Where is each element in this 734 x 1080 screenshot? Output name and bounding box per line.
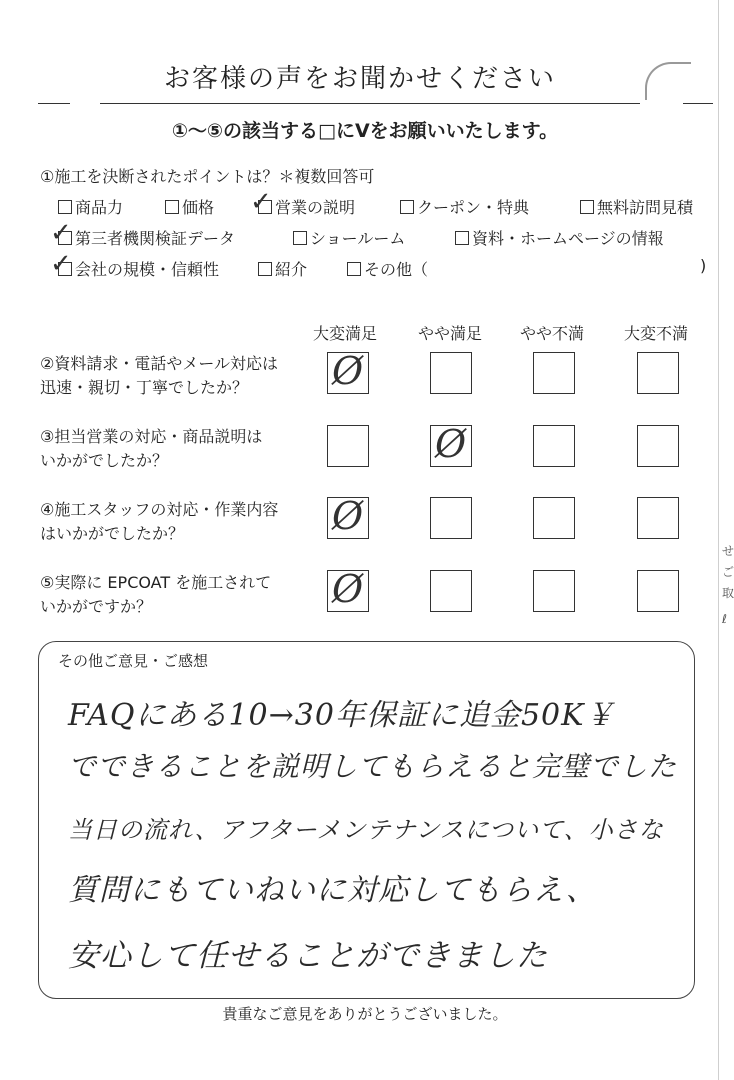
checkbox[interactable] <box>258 262 272 276</box>
check-mark-icon: ✓ <box>50 249 72 279</box>
title-underline-left <box>38 103 70 104</box>
checkbox[interactable] <box>347 262 361 276</box>
answer-mark: Ø <box>435 422 467 466</box>
thank-you-footer: 貴重なご意見をありがとうございました。 <box>222 1005 508 1023</box>
q4-very-dissatisfied-box[interactable] <box>637 497 679 539</box>
answer-mark: Ø <box>332 349 364 393</box>
checkbox[interactable] <box>580 200 594 214</box>
checkbox[interactable] <box>165 200 179 214</box>
q1-option-price[interactable]: 価格 <box>165 195 214 218</box>
answer-mark: Ø <box>332 494 364 538</box>
margin-mark: ご <box>722 565 734 579</box>
q5-somewhat-satisfied-box[interactable] <box>430 570 472 612</box>
q2-very-dissatisfied-box[interactable] <box>637 352 679 394</box>
q1-label: ①施工を決断されたポイントは？＊複数回答可 <box>40 167 375 186</box>
q4-somewhat-satisfied-box[interactable] <box>430 497 472 539</box>
page-edge <box>718 0 719 1080</box>
checkbox[interactable] <box>58 200 72 214</box>
title-underline <box>100 103 640 104</box>
comments-label: その他ご意見・ご感想 <box>58 652 209 670</box>
corner-arc-decoration <box>645 62 691 100</box>
q1-option-showroom[interactable]: ショールーム <box>293 226 405 249</box>
check-mark-icon: ✓ <box>50 218 72 248</box>
other-close-paren: ) <box>700 256 707 275</box>
q5-very-satisfied-box[interactable] <box>327 567 369 612</box>
handwritten-comment-line: 当日の流れ、アフターメンテナンスについて、小さな <box>68 816 664 844</box>
answer-mark: Ø <box>332 567 364 611</box>
q3-somewhat-dissatisfied-box[interactable] <box>533 425 575 467</box>
q1-option-coupon[interactable]: クーポン・特典 <box>400 195 529 218</box>
instruction-text: ①〜⑤の該当する□にⅤをお願いいたします。 <box>171 120 559 142</box>
checkbox[interactable] <box>455 231 469 245</box>
scale-very-satisfied: 大変満足 <box>312 324 377 343</box>
title-underline-right <box>683 103 713 104</box>
margin-mark: ℓ <box>722 612 727 626</box>
q3-very-dissatisfied-box[interactable] <box>637 425 679 467</box>
q1-option-sales-explanation[interactable]: 営業の説明 ✓ <box>250 187 356 217</box>
margin-mark: せ <box>722 544 734 558</box>
q2-very-satisfied-box[interactable] <box>327 349 369 394</box>
q1-option-other[interactable]: その他（ <box>347 257 428 280</box>
scale-very-dissatisfied: 大変不満 <box>623 324 688 343</box>
handwritten-comment-line: でできることを説明してもらえると完璧でした <box>68 750 678 783</box>
q1-option-free-estimate[interactable]: 無料訪問見積 <box>580 195 693 218</box>
question-4: ④施工スタッフの対応・作業内容 はいかがでしたか？ <box>40 500 279 543</box>
q3-very-satisfied-box[interactable] <box>327 425 369 467</box>
q1-option-product[interactable]: 商品力 <box>58 195 123 218</box>
q2-somewhat-dissatisfied-box[interactable] <box>533 352 575 394</box>
scale-somewhat-satisfied: やや満足 <box>417 324 482 343</box>
q1-option-third-party-data[interactable]: 第三者機関検証データ ✓ <box>50 218 236 248</box>
q5-very-dissatisfied-box[interactable] <box>637 570 679 612</box>
question-3: ③担当営業の対応・商品説明は いかがでしたか？ <box>40 427 263 470</box>
checkbox[interactable] <box>400 200 414 214</box>
q3-somewhat-satisfied-box[interactable] <box>430 422 472 467</box>
question-5: ⑤実際に EPCOAT を施工されて いかがですか？ <box>40 573 272 616</box>
handwritten-comment-line: 質問にもていねいに対応してもらえ、 <box>68 873 597 908</box>
q4-somewhat-dissatisfied-box[interactable] <box>533 497 575 539</box>
q1-option-referral[interactable]: 紹介 <box>258 257 307 280</box>
handwritten-comment-line: FAQにある10→30年保証に追金50K￥ <box>68 698 616 733</box>
check-mark-icon: ✓ <box>250 187 272 217</box>
margin-mark: 取 <box>722 586 734 600</box>
q5-somewhat-dissatisfied-box[interactable] <box>533 570 575 612</box>
q4-very-satisfied-box[interactable] <box>327 494 369 539</box>
question-2: ②資料請求・電話やメール対応は 迅速・親切・丁寧でしたか？ <box>40 354 279 397</box>
q1-option-materials-website[interactable]: 資料・ホームページの情報 <box>455 226 664 249</box>
checkbox[interactable] <box>293 231 307 245</box>
scale-somewhat-dissatisfied: やや不満 <box>519 324 584 343</box>
q1-option-company-scale[interactable]: 会社の規模・信頼性 ✓ <box>50 249 220 279</box>
page-title: お客様の声をお聞かせください <box>163 64 556 94</box>
handwritten-comment-line: 安心して任せることができました <box>68 938 548 974</box>
q2-somewhat-satisfied-box[interactable] <box>430 352 472 394</box>
